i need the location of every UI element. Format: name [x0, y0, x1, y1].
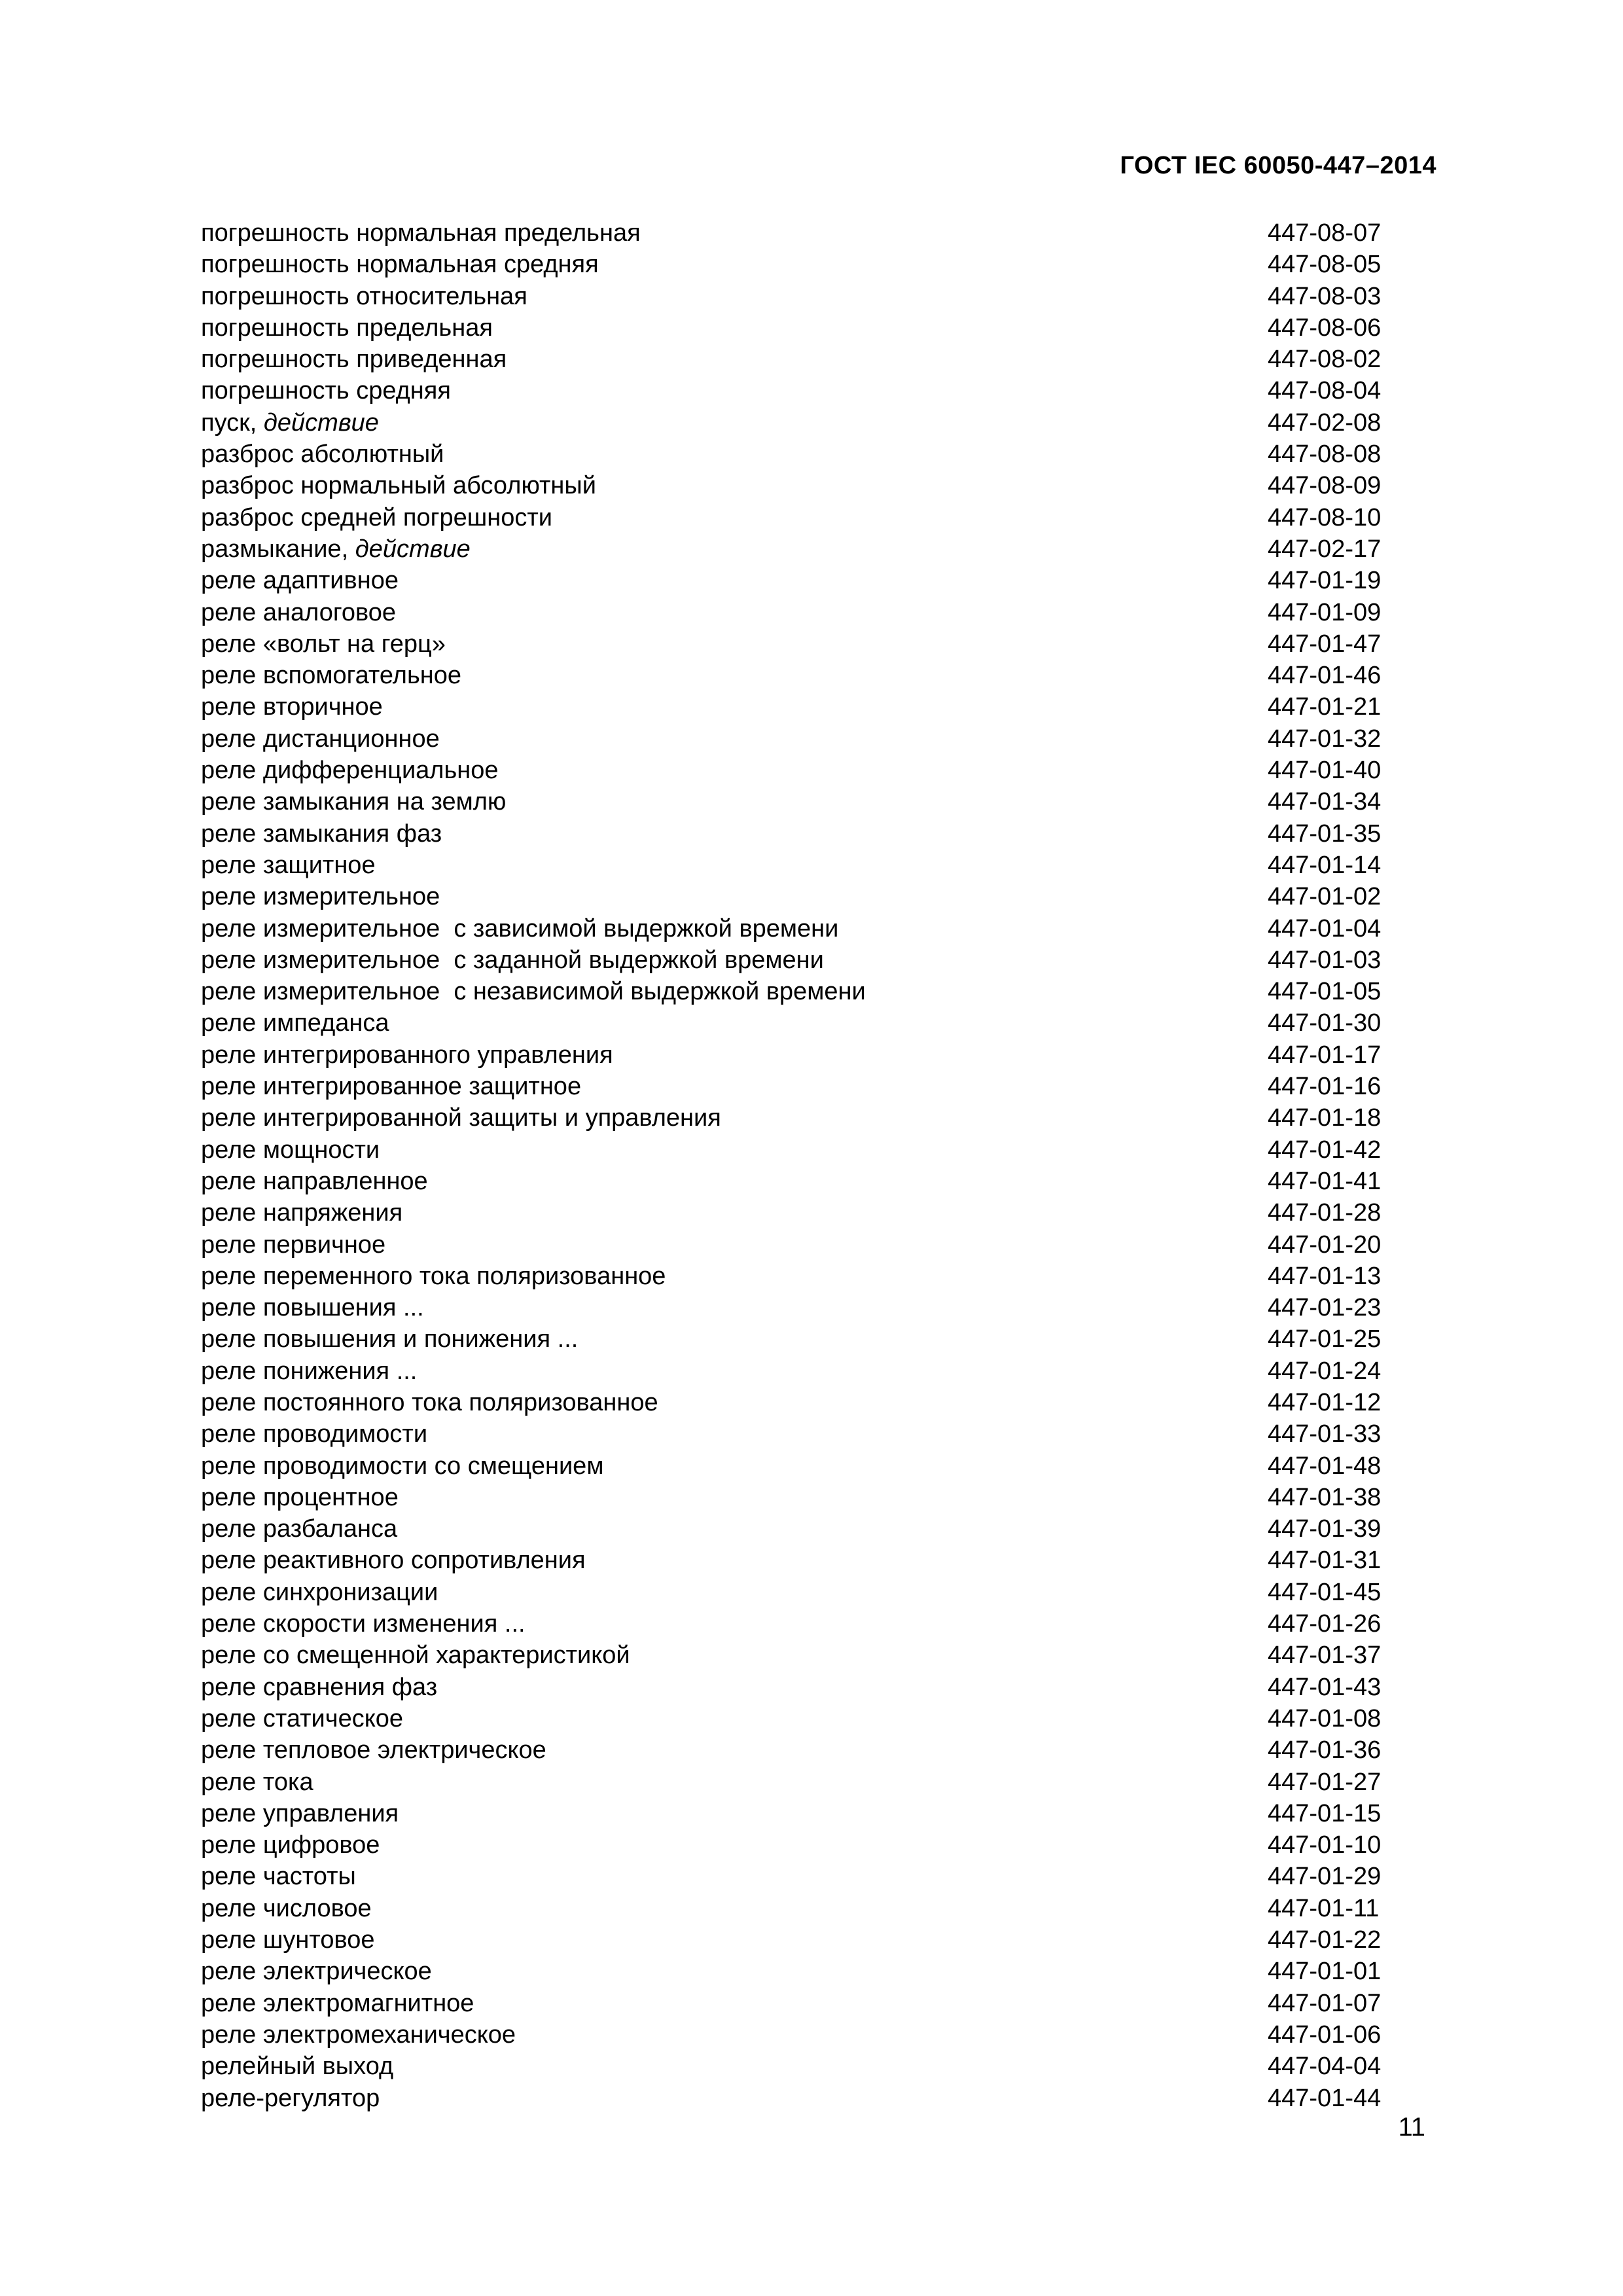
index-entry	[201, 407, 1399, 439]
index-code: 447-01-24	[1268, 1357, 1382, 1385]
index-term	[201, 1608, 1268, 1640]
index-term	[201, 1229, 1268, 1261]
index-term-text: реле переменного тока поляризованное	[201, 1262, 666, 1290]
index-term	[201, 533, 1268, 565]
index-entry	[201, 281, 1399, 312]
index-term-text: реле со смещенной характеристикой	[201, 1641, 630, 1670]
index-entry	[201, 1355, 1399, 1387]
index-term	[201, 1102, 1268, 1134]
index-code: 447-01-39	[1268, 1515, 1382, 1543]
index-term	[201, 1988, 1268, 2019]
index-term	[201, 217, 1268, 249]
index-term	[201, 1545, 1268, 1576]
index-entry	[201, 1924, 1399, 1956]
index-term-text: реле повышения ...	[201, 1294, 424, 1322]
index-term	[201, 1767, 1268, 1798]
index-entry	[201, 691, 1399, 723]
index-term	[201, 944, 1268, 976]
index-code: 447-01-22	[1268, 1926, 1382, 1954]
index-entry	[201, 1893, 1399, 1924]
index-term-text: погрешность приведенная	[201, 346, 507, 374]
index-code: 447-08-03	[1268, 282, 1382, 310]
index-code: 447-08-09	[1268, 472, 1382, 500]
index-term-text: реле адаптивное	[201, 567, 399, 595]
index-code: 447-01-23	[1268, 1294, 1382, 1322]
index-entry	[201, 217, 1399, 249]
index-term	[201, 1355, 1268, 1387]
index-term	[201, 597, 1268, 628]
index-term-text: реле дифференциальное	[201, 757, 499, 785]
index-code: 447-01-38	[1268, 1483, 1382, 1511]
index-entry	[201, 1482, 1399, 1513]
index-term-text: реле защитное	[201, 851, 376, 879]
index-entry	[201, 1577, 1399, 1608]
index-term-text: реле сравнения фаз	[201, 1673, 438, 1701]
index-term	[201, 881, 1268, 912]
index-entry	[201, 1640, 1399, 1671]
index-term	[201, 1418, 1268, 1450]
index-code: 447-01-44	[1268, 2084, 1382, 2112]
index-code: 447-01-13	[1268, 1262, 1382, 1290]
index-entry	[201, 1102, 1399, 1134]
index-entry	[201, 818, 1399, 850]
index-code: 447-01-35	[1268, 819, 1382, 848]
index-term	[201, 502, 1268, 533]
index-code: 447-01-28	[1268, 1199, 1382, 1227]
index-term-text: реле понижения ...	[201, 1357, 418, 1385]
index-code: 447-01-47	[1268, 630, 1382, 658]
index-term-text: реле вспомогательное	[201, 662, 461, 690]
index-code: 447-01-43	[1268, 1673, 1382, 1701]
index-code: 447-01-33	[1268, 1420, 1382, 1448]
index-entry	[201, 944, 1399, 976]
index-term	[201, 818, 1268, 850]
index-term	[201, 1323, 1268, 1355]
index-term-text: пуск,	[201, 408, 264, 437]
index-entry	[201, 1261, 1399, 1292]
index-term-text: реле измерительное с зависимой выдержкой времени	[201, 914, 839, 942]
index-term	[201, 249, 1268, 280]
index-term-text: реле скорости изменения ...	[201, 1610, 526, 1638]
index-term	[201, 1861, 1268, 1892]
index-entry	[201, 1798, 1399, 1829]
index-code: 447-01-06	[1268, 2020, 1382, 2049]
index-term-text: реле мощности	[201, 1136, 380, 1164]
index-term-text: погрешность нормальная средняя	[201, 251, 599, 279]
index-entry	[201, 249, 1399, 280]
index-code: 447-01-19	[1268, 567, 1382, 595]
index-entry	[201, 881, 1399, 912]
index-code: 447-01-05	[1268, 978, 1382, 1006]
index-entry	[201, 1513, 1399, 1545]
index-entry	[201, 344, 1399, 375]
index-code: 447-08-04	[1268, 377, 1382, 405]
index-term-text: разброс абсолютный	[201, 440, 444, 469]
index-entry	[201, 1861, 1399, 1892]
index-entry	[201, 1418, 1399, 1450]
index-entry	[201, 1734, 1399, 1766]
index-term-text: реле тока	[201, 1768, 313, 1796]
index-code: 447-01-31	[1268, 1547, 1382, 1575]
index-term	[201, 1703, 1268, 1734]
index-term	[201, 976, 1268, 1007]
index-term-text: реле измерительное	[201, 883, 440, 911]
index-entry	[201, 439, 1399, 470]
index-code: 447-01-42	[1268, 1136, 1382, 1164]
index-term	[201, 1261, 1268, 1292]
index-term	[201, 1007, 1268, 1039]
index-entry	[201, 470, 1399, 501]
index-term-text: реле электромеханическое	[201, 2020, 516, 2049]
index-term	[201, 628, 1268, 660]
index-term	[201, 1924, 1268, 1956]
index-code: 447-01-08	[1268, 1704, 1382, 1732]
index-code: 447-01-48	[1268, 1452, 1382, 1480]
index-term	[201, 1734, 1268, 1766]
index-term	[201, 344, 1268, 375]
index-term-text: реле процентное	[201, 1483, 399, 1511]
index-code: 447-01-45	[1268, 1578, 1382, 1606]
index-code: 447-01-17	[1268, 1041, 1382, 1069]
index-code: 447-01-11	[1268, 1894, 1380, 1922]
index-code: 447-01-32	[1268, 725, 1382, 753]
index-term-text: реле постоянного тока поляризованное	[201, 1388, 658, 1416]
index-code: 447-08-07	[1268, 219, 1382, 247]
index-entry	[201, 1450, 1399, 1482]
index-entry	[201, 723, 1399, 755]
page-number: 11	[1398, 2113, 1425, 2142]
index-entry	[201, 1703, 1399, 1734]
index-term-text: реле импеданса	[201, 1009, 389, 1037]
index-term	[201, 660, 1268, 691]
index-entry	[201, 312, 1399, 344]
index-term-text: реле тепловое электрическое	[201, 1736, 546, 1765]
index-entry	[201, 976, 1399, 1007]
document-header: ГОСТ IEC 60050-447–2014	[1120, 152, 1436, 179]
index-term-text: реле измерительное с независимой выдержкой времени	[201, 978, 866, 1006]
index-entry	[201, 1956, 1399, 1987]
index-code: 447-08-10	[1268, 503, 1382, 531]
index-term-text: реле частоты	[201, 1863, 356, 1891]
index-code: 447-08-02	[1268, 346, 1382, 374]
index-term	[201, 1197, 1268, 1229]
index-code: 447-01-20	[1268, 1230, 1382, 1259]
index-entry	[201, 533, 1399, 565]
index-term	[201, 1893, 1268, 1924]
index-entry	[201, 1608, 1399, 1640]
index-code: 447-02-08	[1268, 408, 1382, 437]
index-entry	[201, 1229, 1399, 1261]
index-code: 447-01-07	[1268, 1989, 1382, 2017]
index-term-text: реле аналоговое	[201, 598, 397, 626]
index-term	[201, 2051, 1268, 2082]
index-term	[201, 1640, 1268, 1671]
index-entry	[201, 913, 1399, 944]
index-term	[201, 439, 1268, 470]
index-term-text: реле интегрированное защитное	[201, 1073, 582, 1101]
index-entry	[201, 2083, 1399, 2114]
index-entry	[201, 597, 1399, 628]
index-term	[201, 1672, 1268, 1703]
index-term	[201, 755, 1268, 786]
index-code: 447-01-10	[1268, 1831, 1382, 1859]
index-code: 447-01-26	[1268, 1610, 1382, 1638]
index-code: 447-04-04	[1268, 2053, 1382, 2081]
index-code: 447-01-16	[1268, 1073, 1382, 1101]
index-term	[201, 312, 1268, 344]
index-term-note: действие	[263, 408, 379, 437]
index-code: 447-08-06	[1268, 314, 1382, 342]
index-entry	[201, 1829, 1399, 1861]
index-term-text: реле числовое	[201, 1894, 372, 1922]
index-term	[201, 1071, 1268, 1102]
index-term-text: реле электрическое	[201, 1958, 432, 1986]
index-term-text: реле реактивного сопротивления	[201, 1547, 586, 1575]
index-term-text: реле замыкания фаз	[201, 819, 442, 848]
index-term-text: погрешность предельная	[201, 314, 493, 342]
index-entry	[201, 660, 1399, 691]
index-entry	[201, 502, 1399, 533]
index-term	[201, 1513, 1268, 1545]
index-code: 447-01-18	[1268, 1104, 1382, 1132]
index-code: 447-01-27	[1268, 1768, 1382, 1796]
index-entry	[201, 786, 1399, 817]
index-code: 447-08-08	[1268, 440, 1382, 469]
index-code: 447-01-03	[1268, 946, 1382, 974]
index-term-text: реле направленное	[201, 1167, 428, 1195]
index-entry	[201, 1323, 1399, 1355]
index-term-text: реле синхронизации	[201, 1578, 438, 1606]
index-term-text: реле-регулятор	[201, 2084, 380, 2112]
index-entry	[201, 1134, 1399, 1166]
index-code: 447-01-01	[1268, 1958, 1382, 1986]
index-term	[201, 470, 1268, 501]
index-term-text: реле интегрированного управления	[201, 1041, 613, 1069]
index-entry	[201, 1197, 1399, 1229]
index-term	[201, 723, 1268, 755]
index-term	[201, 691, 1268, 723]
index-term	[201, 1577, 1268, 1608]
index-entry	[201, 1007, 1399, 1039]
index-code: 447-01-25	[1268, 1325, 1382, 1354]
index-term	[201, 1134, 1268, 1166]
index-term	[201, 1956, 1268, 1987]
index-term-text: реле цифровое	[201, 1831, 380, 1859]
index-term	[201, 1798, 1268, 1829]
index-entry	[201, 375, 1399, 406]
index-term-text: реле замыкания на землю	[201, 788, 507, 816]
index-entry	[201, 755, 1399, 786]
index-term	[201, 1450, 1268, 1482]
index-code: 447-08-05	[1268, 251, 1382, 279]
index-code: 447-01-36	[1268, 1736, 1382, 1765]
term-index-list	[201, 217, 1399, 2114]
index-term-text: размыкание,	[201, 535, 355, 563]
index-term-text: реле проводимости	[201, 1420, 428, 1448]
index-entry	[201, 1545, 1399, 1576]
index-term-text: реле электромагнитное	[201, 1989, 474, 2017]
index-entry	[201, 1988, 1399, 2019]
index-term-text: реле интегрированной защиты и управления	[201, 1104, 721, 1132]
index-code: 447-01-40	[1268, 757, 1382, 785]
index-term	[201, 850, 1268, 881]
index-term	[201, 407, 1268, 439]
index-term-text: реле дистанционное	[201, 725, 440, 753]
index-term-text: реле напряжения	[201, 1199, 403, 1227]
index-term-text: релейный выход	[201, 2053, 394, 2081]
index-term	[201, 2019, 1268, 2051]
index-entry	[201, 1071, 1399, 1102]
index-entry	[201, 565, 1399, 596]
index-term-text: реле статическое	[201, 1704, 404, 1732]
index-term	[201, 2083, 1268, 2114]
index-entry	[201, 1166, 1399, 1197]
index-term-text: реле разбаланса	[201, 1515, 398, 1543]
index-entry	[201, 1672, 1399, 1703]
index-code: 447-01-09	[1268, 598, 1382, 626]
index-code: 447-01-14	[1268, 851, 1382, 879]
index-code: 447-01-12	[1268, 1388, 1382, 1416]
index-code: 447-01-30	[1268, 1009, 1382, 1037]
index-term	[201, 1292, 1268, 1323]
index-term	[201, 1039, 1268, 1071]
index-term-text: реле первичное	[201, 1230, 386, 1259]
index-term-text: реле шунтовое	[201, 1926, 375, 1954]
index-term-text: реле управления	[201, 1799, 399, 1827]
index-term	[201, 281, 1268, 312]
index-entry	[201, 628, 1399, 660]
index-term	[201, 1166, 1268, 1197]
index-term-text: погрешность средняя	[201, 377, 451, 405]
index-code: 447-01-02	[1268, 883, 1382, 911]
index-code: 447-02-17	[1268, 535, 1382, 563]
index-entry	[201, 2019, 1399, 2051]
index-term	[201, 375, 1268, 406]
index-term	[201, 786, 1268, 817]
index-code: 447-01-41	[1268, 1167, 1382, 1195]
index-code: 447-01-29	[1268, 1863, 1382, 1891]
index-entry	[201, 1767, 1399, 1798]
index-term-note: действие	[355, 535, 471, 563]
index-term	[201, 1482, 1268, 1513]
index-code: 447-01-37	[1268, 1641, 1382, 1670]
index-term-text: реле «вольт на герц»	[201, 630, 446, 658]
index-term	[201, 913, 1268, 944]
index-entry	[201, 850, 1399, 881]
index-term-text: реле вторичное	[201, 693, 383, 721]
index-entry	[201, 1039, 1399, 1071]
index-code: 447-01-34	[1268, 788, 1382, 816]
index-code: 447-01-21	[1268, 693, 1382, 721]
index-term	[201, 565, 1268, 596]
index-term	[201, 1829, 1268, 1861]
index-code: 447-01-04	[1268, 914, 1382, 942]
index-code: 447-01-15	[1268, 1799, 1382, 1827]
index-term-text: разброс нормальный абсолютный	[201, 472, 596, 500]
index-term-text: погрешность относительная	[201, 282, 527, 310]
index-term-text: реле повышения и понижения ...	[201, 1325, 579, 1354]
index-entry	[201, 1292, 1399, 1323]
index-term-text: реле измерительное с заданной выдержкой времени	[201, 946, 824, 974]
index-term-text: реле проводимости со смещением	[201, 1452, 604, 1480]
index-term-text: погрешность нормальная предельная	[201, 219, 641, 247]
index-code: 447-01-46	[1268, 662, 1382, 690]
index-entry	[201, 1387, 1399, 1418]
index-term	[201, 1387, 1268, 1418]
index-term-text: разброс средней погрешности	[201, 503, 553, 531]
index-entry	[201, 2051, 1399, 2082]
